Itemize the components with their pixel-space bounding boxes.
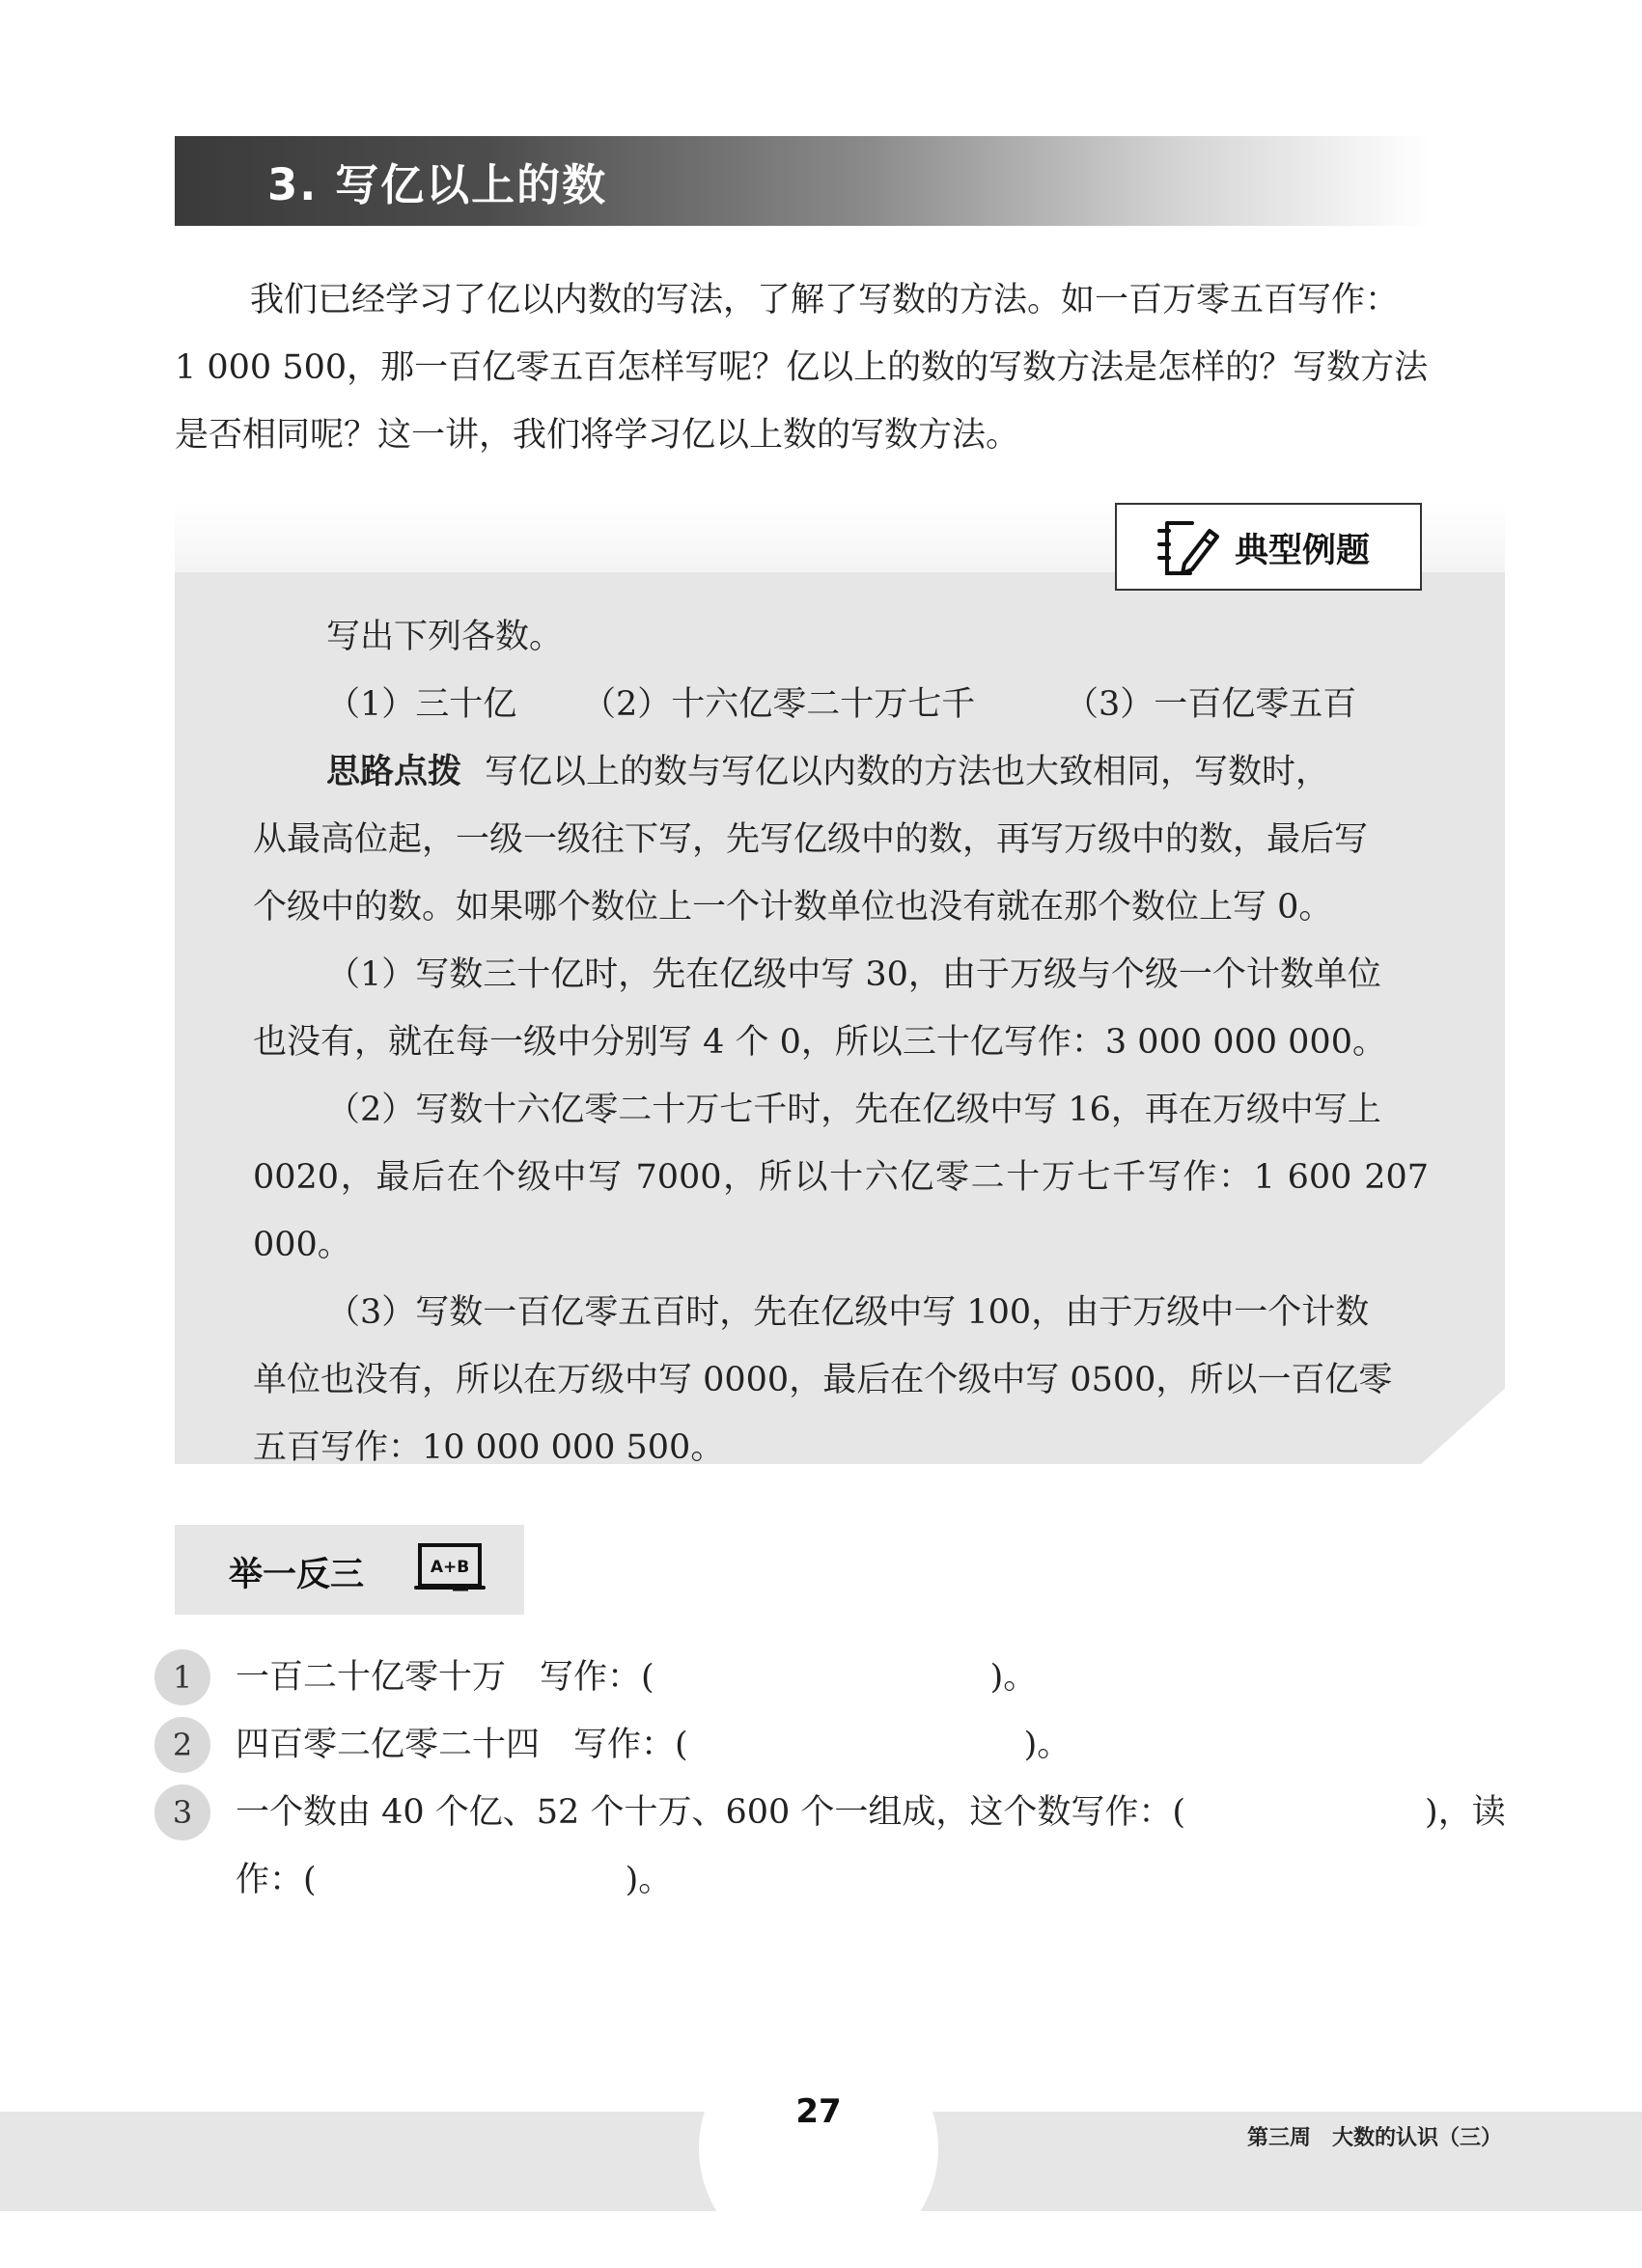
practice-tag-label: 举一反三 xyxy=(229,1556,365,1594)
question-3-read-end: )。 xyxy=(625,1861,673,1899)
intro-line-2: 1 000 500，那一百亿零五百怎样写呢？亿以上的数的写数方法是怎样的？写数方法 xyxy=(175,348,1429,387)
question-2-end: )。 xyxy=(1023,1726,1071,1764)
question-3-text: 一个数由 40 个亿、52 个十万、600 个一组成，这个数写作：( xyxy=(236,1793,1186,1832)
question-1-end: )。 xyxy=(989,1658,1038,1697)
question-3-read-start: 作：( xyxy=(236,1861,317,1899)
practice-tag xyxy=(175,1525,524,1615)
question-2-number: 2 xyxy=(154,1717,210,1773)
example-part-3: （3）一百亿零五百 xyxy=(1065,685,1357,724)
example-part-2: （2）十六亿零二十万七千 xyxy=(582,685,976,724)
solution-3-line-2: 单位也没有，所以在万级中写 0000，最后在个级中写 0500，所以一百亿零 xyxy=(253,1361,1393,1399)
pencil-note-icon xyxy=(1155,519,1219,577)
example-part-1: （1）三十亿 xyxy=(326,685,517,724)
example-content xyxy=(253,603,1429,1481)
question-3-end: )，读 xyxy=(1425,1793,1506,1832)
example-prompt: 写出下列各数。 xyxy=(326,618,564,656)
intro-paragraph xyxy=(175,266,1507,469)
section-title: 3. 写亿以上的数 xyxy=(267,159,608,210)
hint-label: 思路点拨 xyxy=(326,753,462,791)
solution-2-line-1: （2）写数十六亿零二十万七千时，先在亿级中写 16，再在万级中写上 xyxy=(326,1091,1381,1129)
example-tag-label: 典型例题 xyxy=(1235,532,1371,570)
solution-1-line-1: （1）写数三十亿时，先在亿级中写 30，由于万级与个级一个计数单位 xyxy=(326,955,1381,994)
question-1-text: 一百二十亿零十万 写作：( xyxy=(236,1658,654,1697)
solution-1-line-2: 也没有，就在每一级中分别写 4 个 0，所以三十亿写作：3 000 000 000。 xyxy=(253,1023,1386,1062)
hint-line-3: 个级中的数。如果哪个数位上一个计数单位也没有就在那个数位上写 0。 xyxy=(253,888,1333,927)
solution-3-line-1: （3）写数一百亿零五百时，先在亿级中写 100，由于万级中一个计数 xyxy=(326,1293,1370,1332)
example-tag xyxy=(1115,503,1422,591)
blackboard-icon xyxy=(414,1541,486,1597)
question-3-number: 3 xyxy=(154,1784,210,1840)
page-number: 27 xyxy=(795,2092,842,2131)
footer-page-circle xyxy=(699,2029,938,2268)
footer-caption: 第三周 大数的认识（三） xyxy=(1247,2126,1503,2150)
section-title-bar xyxy=(175,136,1430,226)
intro-line-1: 我们已经学习了亿以内数的写法，了解了写数的方法。如一百万零五百写作： xyxy=(250,281,1400,319)
solution-2-line-2: 0020，最后在个级中写 7000，所以十六亿零二十万七千写作：1 600 207 000。 xyxy=(253,1158,1429,1264)
example-parts xyxy=(253,671,1429,738)
hint-line-1: 思路点拨 写亿以上的数与写亿以内数的方法也大致相同，写数时， xyxy=(326,753,1330,791)
question-2-text: 四百零二亿零二十四 写作：( xyxy=(236,1726,688,1764)
intro-line-3: 是否相同呢？这一讲，我们将学习亿以上数的写数方法。 xyxy=(175,416,1020,455)
question-1-number: 1 xyxy=(154,1649,210,1705)
solution-3-line-3: 五百写作：10 000 000 500。 xyxy=(253,1428,725,1467)
blackboard-text: A+B xyxy=(430,1558,470,1577)
hint-line-2: 从最高位起，一级一级往下写，先写亿级中的数，再写万级中的数，最后写 xyxy=(253,820,1369,859)
